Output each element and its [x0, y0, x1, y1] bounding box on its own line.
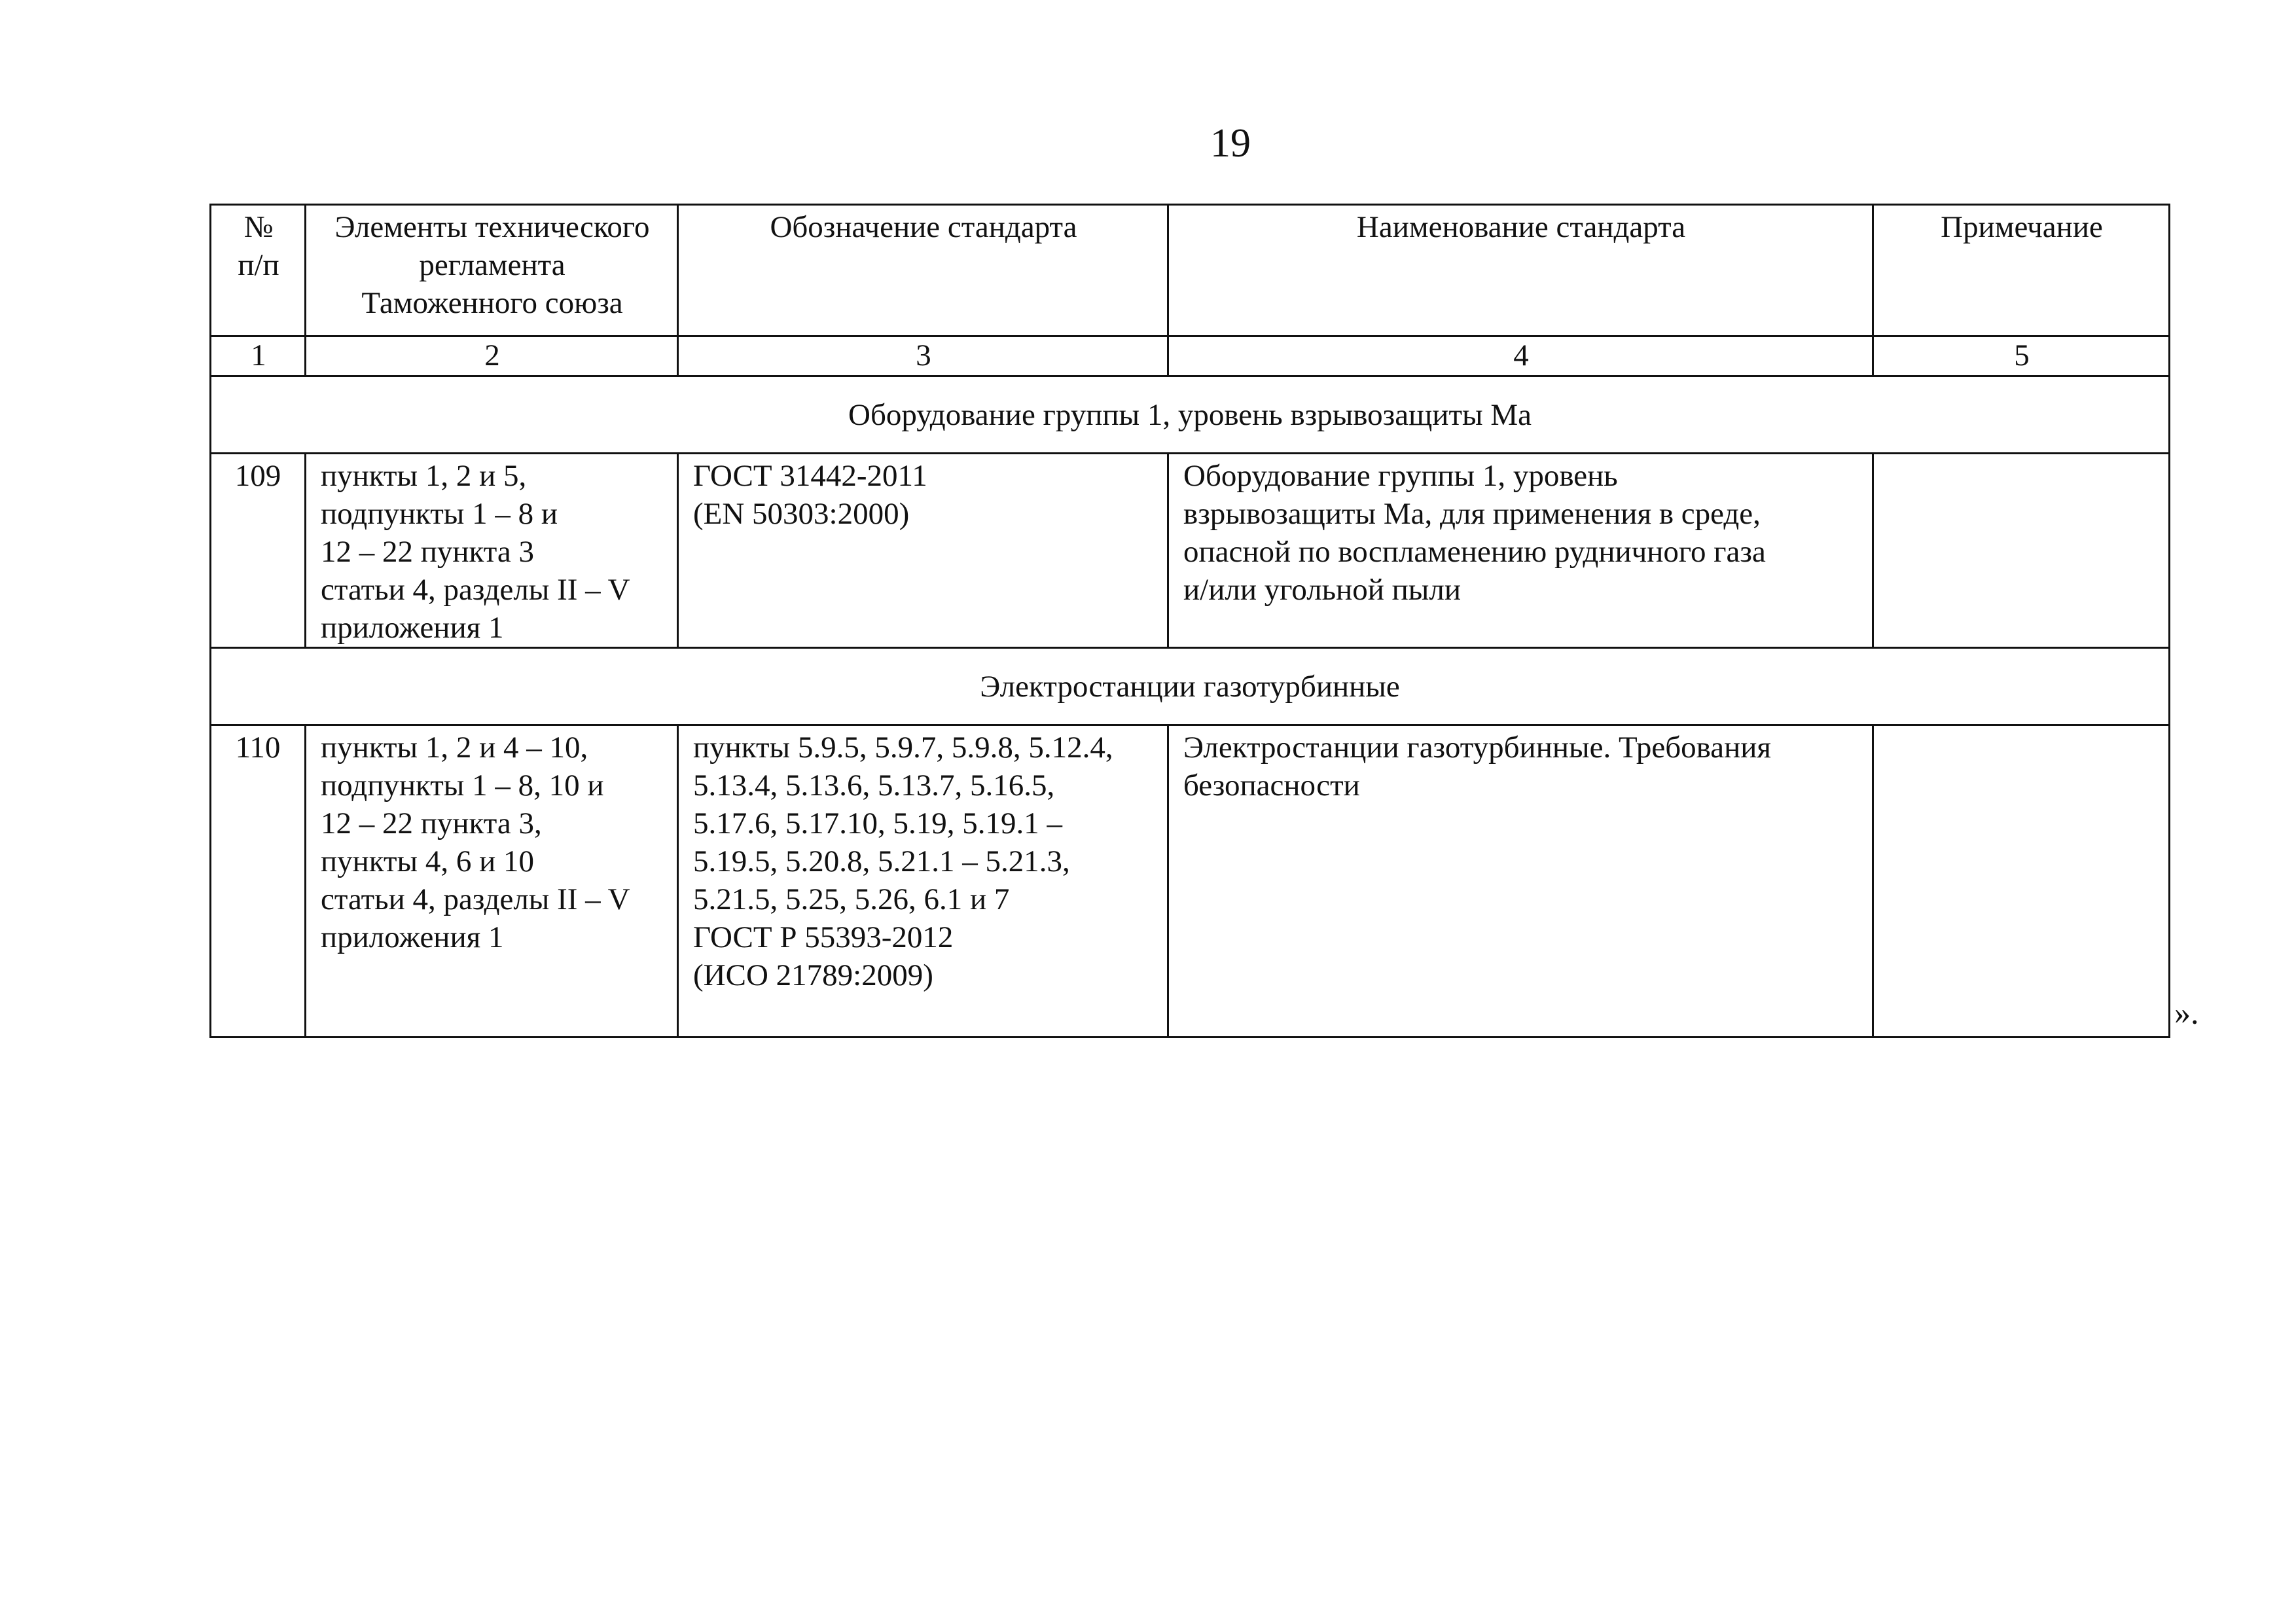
row-number: 110 — [211, 725, 306, 1038]
closing-quote-mark: ». — [2174, 994, 2199, 1031]
cell-line: подпункты 1 – 8 и — [321, 497, 558, 531]
cell-line: Электростанции газотурбинные. Требования — [1183, 731, 1772, 765]
column-index: 4 — [1168, 336, 1873, 376]
cell-line: 12 – 22 пункта 3, — [321, 806, 542, 840]
header-line: Элементы технического — [334, 210, 650, 244]
cell-line: Оборудование группы 1, уровень — [1183, 459, 1618, 493]
cell-line: 5.13.4, 5.13.6, 5.13.7, 5.16.5, — [693, 768, 1055, 803]
column-index: 5 — [1873, 336, 2170, 376]
cell-line: подпункты 1 – 8, 10 и — [321, 768, 604, 803]
header-line: регламента — [419, 248, 565, 282]
standard-name-cell — [1168, 454, 1873, 648]
header-cell-regulation-elements — [306, 205, 678, 336]
cell-line: статьи 4, разделы II – V — [321, 573, 630, 607]
column-index: 2 — [306, 336, 678, 376]
cell-line: опасной по воспламенению рудничного газа — [1183, 535, 1766, 569]
cell-line: 5.19.5, 5.20.8, 5.21.1 – 5.21.3, — [693, 844, 1070, 878]
cell-line: (EN 50303:2000) — [693, 497, 910, 531]
group-heading: Электростанции газотурбинные — [211, 648, 2170, 725]
column-index: 1 — [211, 336, 306, 376]
standard-name-cell — [1168, 725, 1873, 1038]
header-cell-standard-name — [1168, 205, 1873, 336]
group-heading-row — [211, 376, 2170, 454]
standards-table — [209, 204, 2170, 1038]
header-line: Наименование стандарта — [1356, 210, 1686, 244]
header-cell-note — [1873, 205, 2170, 336]
table-row — [211, 725, 2170, 1038]
header-line: № — [243, 210, 274, 244]
column-index-row — [211, 336, 2170, 376]
cell-line: ГОСТ 31442-2011 — [693, 459, 927, 493]
note-cell — [1873, 454, 2170, 648]
cell-line: пункты 1, 2 и 5, — [321, 459, 527, 493]
cell-line: пункты 1, 2 и 4 – 10, — [321, 731, 588, 765]
note-cell — [1873, 725, 2170, 1038]
cell-line: 5.21.5, 5.25, 5.26, 6.1 и 7 — [693, 882, 1010, 916]
standard-designation-cell — [678, 725, 1168, 1038]
header-cell-number — [211, 205, 306, 336]
cell-line: (ИСО 21789:2009) — [693, 958, 933, 992]
cell-line: приложения 1 — [321, 920, 504, 954]
header-line: Примечание — [1941, 210, 2103, 244]
cell-line: пункты 4, 6 и 10 — [321, 844, 535, 878]
cell-line: безопасности — [1183, 768, 1360, 803]
header-line: п/п — [238, 248, 279, 282]
cell-line: 12 – 22 пункта 3 — [321, 535, 534, 569]
header-line: Обозначение стандарта — [770, 210, 1077, 244]
regulation-elements-cell — [306, 725, 678, 1038]
header-cell-standard-designation — [678, 205, 1168, 336]
standard-designation-cell — [678, 454, 1168, 648]
group-heading: Оборудование группы 1, уровень взрывозащиты Ма — [211, 376, 2170, 454]
cell-line: приложения 1 — [321, 611, 504, 645]
group-heading-row — [211, 648, 2170, 725]
table-header-row — [211, 205, 2170, 336]
cell-line: ГОСТ Р 55393-2012 — [693, 920, 954, 954]
cell-line: пункты 5.9.5, 5.9.7, 5.9.8, 5.12.4, — [693, 731, 1113, 765]
table-row — [211, 454, 2170, 648]
cell-line: статьи 4, разделы II – V — [321, 882, 630, 916]
regulation-elements-cell — [306, 454, 678, 648]
cell-line: взрывозащиты Ма, для применения в среде, — [1183, 497, 1761, 531]
row-number: 109 — [211, 454, 306, 648]
header-line: Таможенного союза — [361, 286, 623, 320]
cell-line: 5.17.6, 5.17.10, 5.19, 5.19.1 – — [693, 806, 1062, 840]
column-index: 3 — [678, 336, 1168, 376]
page-number: 19 — [1210, 121, 1251, 166]
cell-line: и/или угольной пыли — [1183, 573, 1461, 607]
